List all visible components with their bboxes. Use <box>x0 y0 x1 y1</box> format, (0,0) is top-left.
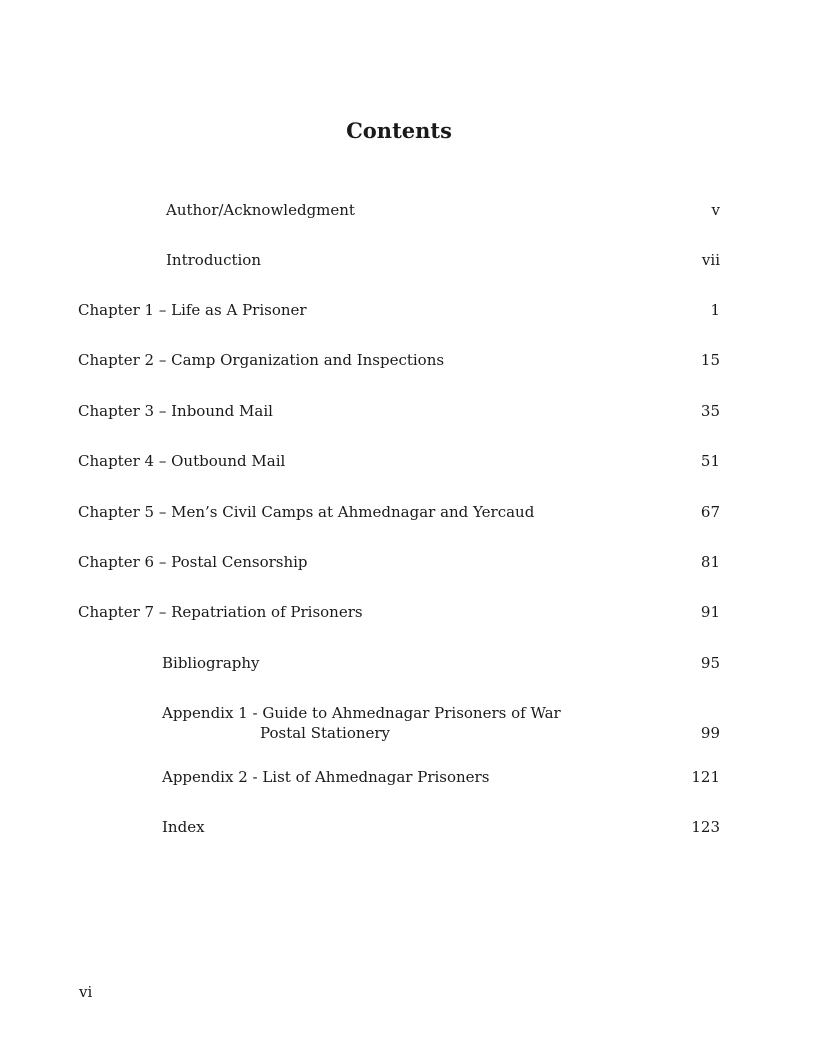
toc-entry-chapter-2 <box>78 350 720 370</box>
toc-entry-title: Appendix 1 - Guide to Ahmednagar Prisoners of War <box>162 704 561 722</box>
toc-entry-appendix-1 <box>78 703 720 743</box>
toc-entry-chapter-4 <box>78 451 720 471</box>
toc-entry-title: Appendix 2 - List of Ahmednagar Prisoners <box>162 768 490 786</box>
toc-entry-introduction <box>78 250 720 270</box>
toc-entry-page-number: 81 <box>700 553 720 571</box>
toc-entry-title: Chapter 6 – Postal Censorship <box>78 553 308 571</box>
toc-entry-page-number: 95 <box>700 654 720 672</box>
toc-entry-author-acknowledgment <box>78 200 720 220</box>
toc-entry-title: Chapter 5 – Men’s Civil Camps at Ahmednagar and Yercaud <box>78 503 535 521</box>
toc-entry-title: Chapter 2 – Camp Organization and Inspections <box>78 351 445 369</box>
toc-entry-title: Author/Acknowledgment <box>166 201 355 219</box>
toc-entry-chapter-7 <box>78 602 720 622</box>
toc-entry-page-number: 15 <box>700 351 720 369</box>
toc-entry-title: Chapter 7 – Repatriation of Prisoners <box>78 603 363 621</box>
page-title: Contents <box>346 118 452 143</box>
toc-entry-page-number: 121 <box>691 768 720 786</box>
toc-entry-title-continued: Postal Stationery <box>260 724 391 742</box>
toc-entry-page-number: 91 <box>700 603 720 621</box>
toc-entry-appendix-2 <box>78 767 720 787</box>
toc-entry-title: Chapter 1 – Life as A Prisoner <box>78 301 307 319</box>
toc-entry-page-number: 35 <box>700 402 720 420</box>
toc-entry-chapter-1 <box>78 300 720 320</box>
toc-entry-title: Chapter 3 – Inbound Mail <box>78 402 273 420</box>
toc-entry-title: Chapter 4 – Outbound Mail <box>78 452 286 470</box>
toc-entry-chapter-3 <box>78 401 720 421</box>
toc-entry-page-number: 99 <box>700 724 720 742</box>
toc-entry-page-number: 1 <box>710 301 720 319</box>
toc-entry-page-number: 67 <box>700 503 720 521</box>
toc-entry-page-number: 51 <box>700 452 720 470</box>
toc-entry-page-number: vii <box>701 251 720 269</box>
toc-entry-chapter-5 <box>78 502 720 522</box>
toc-entry-title: Introduction <box>166 251 261 269</box>
toc-entry-page-number: 123 <box>691 818 720 836</box>
page-number-footer: vi <box>79 983 93 1001</box>
toc-entry-title: Index <box>162 818 205 836</box>
toc-entry-chapter-6 <box>78 552 720 572</box>
toc-entry-bibliography <box>78 653 720 673</box>
toc-entry-title: Bibliography <box>162 654 260 672</box>
toc-entry-index <box>78 817 720 837</box>
toc-entry-page-number: v <box>711 201 720 219</box>
